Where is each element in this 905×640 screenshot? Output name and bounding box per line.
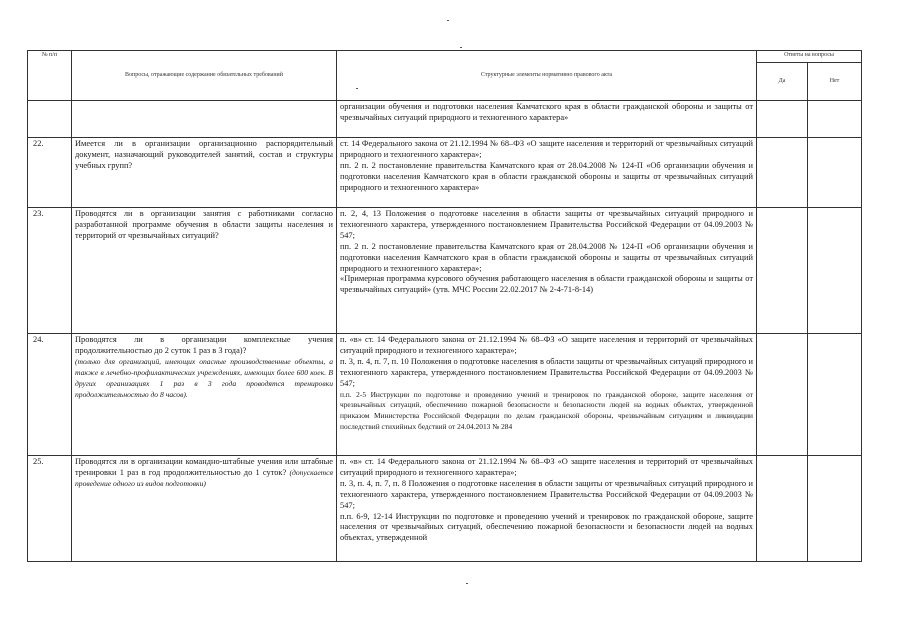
row-question-cell [72,456,337,562]
row-references [337,208,757,334]
reference-text: «Примерная программа курсового обучения работающего населения в области гражданской обороны и защиты от чрезвычайных ситуаций» (утв. МЧС России 22.02.2017 № 2-4-71-8-14) [340,274,753,295]
table-row [28,208,862,334]
row-number: 22. [28,138,72,208]
requirements-table [27,50,862,562]
answer-no-cell[interactable] [808,456,862,562]
reference-text: п. 3, п. 4, п. 7, п. 10 Положения о подготовке населения в области защиты от чрезвычайных ситуаций природного и техногенного характера, утвержденного постановлением Правительства Российской Федерации от 04.09.2003 № 547; [340,356,753,388]
answer-yes-cell[interactable] [757,208,808,334]
row-question: Проводятся ли в организации комплексные учения продолжительностью до 2 суток 1 раз в 3 года)? [75,335,333,355]
row-question: Проводятся ли в организации командно-штабные учения или штабные тренировки 1 раз в год продолжительностью до 1 суток? [75,457,333,477]
row-references [337,334,757,456]
row-question-note: (только для организаций, имеющих опасные производственные объекты, а также в лечебно-профилактических учреждениях, имеющих более 600 коек. В других организациях 1 раз в 3 года проводятся тренировки продолжительностью до 8 часов). [75,356,333,399]
table-row [28,456,862,562]
answer-yes-cell[interactable] [757,138,808,208]
answer-no-cell[interactable] [808,208,862,334]
row-references [337,456,757,562]
scan-speck [466,583,468,584]
header-answers: Ответы на вопросы [757,51,862,63]
reference-text: п.п. 6-9, 12-14 Инструкции по подготовке и проведению учений и тренировок по гражданской обороне, защите населения от чрезвычайных ситуаций, обеспечению пожарной безопасности и безопасности людей на водных объектах, утвержденной [340,511,753,543]
reference-text: пп. 2 п. 2 постановление правительства Камчатского края от 28.04.2008 № 124-П «Об организации обучения и подготовки населения Камчатского края в области гражданской обороны и защиты от чрезвычайных ситуаций природного и техногенного характера» [340,160,753,192]
row-references [337,101,757,138]
answer-no-cell[interactable] [808,101,862,138]
row-question [72,101,337,138]
answer-no-cell[interactable] [808,138,862,208]
reference-text: п.п. 2-5 Инструкции по подготовке и проведению учений и тренировок по гражданской обороне, защите населения от чрезвычайных ситуаций, обеспечению пожарной безопасности и безопасности людей на водных объектах, утвержденной приказом Министерства Российской Федерации по делам гражданской обороны, чрезвычайным ситуациям и ликвидации последствий стихийных бедствий от 24.04.2013 № 284 [340,389,753,432]
header-row-top [28,51,862,63]
row-number [28,101,72,138]
answer-yes-cell[interactable] [757,456,808,562]
header-structure: Структурные элементы нормативно правового акта [337,51,757,101]
answer-no-cell[interactable] [808,334,862,456]
row-question: Проводятся ли в организации занятия с работниками согласно разработанной программе обучения в области защиты населения и территорий от чрезвычайных ситуаций? [72,208,337,334]
reference-text: пп. 2 п. 2 постановление правительства Камчатского края от 28.04.2008 № 124-П «Об организации обучения и подготовки населения Камчатского края в области гражданской обороны и защиты от чрезвычайных ситуаций природного и техногенного характера»; [340,241,753,273]
row-number: 24. [28,334,72,456]
scan-speck [447,20,449,21]
row-number: 25. [28,456,72,562]
reference-text: организации обучения и подготовки населения Камчатского края в области гражданской обороны и защиты от чрезвычайных ситуаций природного и техногенного характера» [340,102,753,122]
row-question-note: (допускается проведение одного из видов подготовки) [75,467,333,488]
table-row [28,138,862,208]
row-references [337,138,757,208]
reference-text: п. 3, п. 4, п. 7, п. 8 Положения о подготовке населения в области защиты от чрезвычайных ситуаций природного и техногенного характера, утвержденного постановлением Правительства Российской Федерации от 04.09.2003 № 547; [340,478,753,510]
header-number: № п/п [28,51,72,101]
reference-text: ст. 14 Федерального закона от 21.12.1994 № 68–ФЗ «О защите населения и территорий от чрезвычайных ситуаций природного и техногенного характера»; [340,139,753,159]
header-question: Вопросы, отражающие содержание обязательных требований [72,51,337,101]
answer-yes-cell[interactable] [757,334,808,456]
reference-text: п. «в» ст. 14 Федерального закона от 21.12.1994 № 68–ФЗ «О защите населения и территорий от чрезвычайных ситуаций природного и техногенного характера»; [340,335,753,355]
scan-speck [356,88,358,89]
table-row [28,334,862,456]
reference-text: п. «в» ст. 14 Федерального закона от 21.12.1994 № 68–ФЗ «О защите населения и территорий от чрезвычайных ситуаций природного и техногенного характера»; [340,457,753,477]
reference-text: п. 2, 4, 13 Положения о подготовке населения в области защиты от чрезвычайных ситуаций природного и техногенного характера, утвержденного постановлением Правительства Российской Федерации от 04.09.2003 № 547; [340,209,753,240]
document-sheet [27,50,862,562]
header-yes: Да [757,63,808,101]
header-no: Нет [808,63,862,101]
scan-speck [460,47,462,48]
answer-yes-cell[interactable] [757,101,808,138]
table-row [28,101,862,138]
row-question-cell [72,334,337,456]
row-question: Имеется ли в организации организационно распорядительный документ, назначающий руководителей занятий, состав и структуры учебных групп? [72,138,337,208]
row-number: 23. [28,208,72,334]
